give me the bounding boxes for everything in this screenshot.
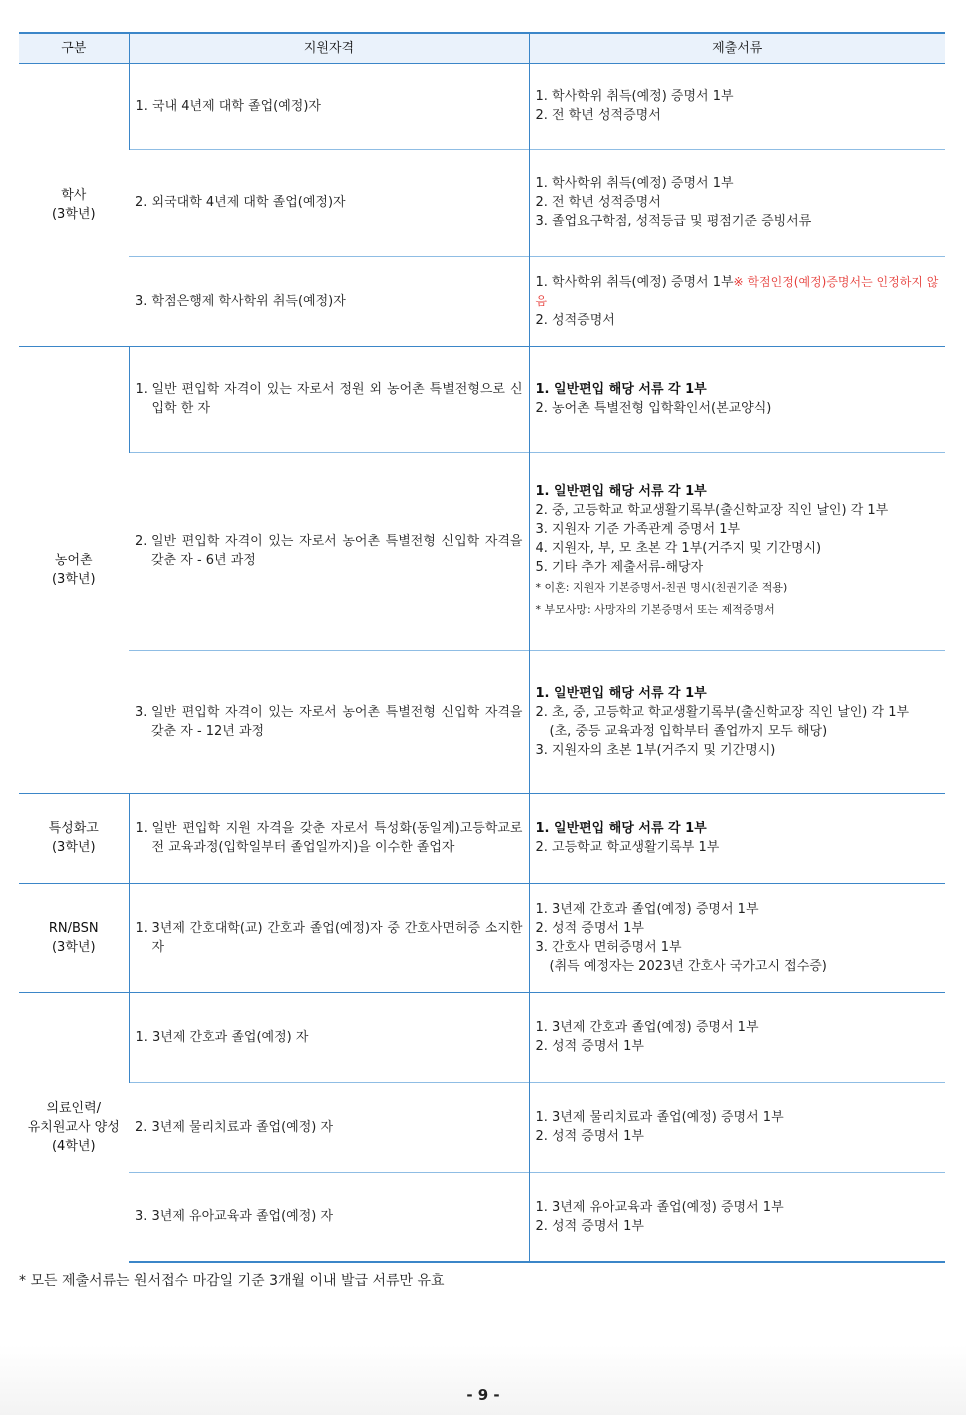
doc-note: * 이혼: 지원자 기본증명서-친권 명시(친권기준 적용): [535, 580, 788, 594]
category-sub: (4학년): [51, 1138, 96, 1154]
table-row: [19, 793, 945, 883]
qualification-text: 3. 3년제 유아교육과 졸업(예정) 자: [135, 1209, 334, 1225]
doc-line: 2. 중, 고등학교 학교생활기록부(출신학교장 직인 날인) 각 1부: [535, 502, 889, 518]
qualification-cell: [129, 992, 529, 1082]
category-sub: (3학년): [51, 840, 96, 855]
category-specialized: [19, 793, 129, 883]
qualification-cell: [129, 1082, 529, 1172]
doc-line: 1. 3년제 간호과 졸업(예정) 증명서 1부: [535, 1020, 759, 1035]
qualification-cell: [129, 883, 529, 992]
documents-cell: [529, 1172, 945, 1262]
doc-line: 2. 성적 증명서 1부: [535, 1129, 644, 1144]
doc-line: 3. 지원자의 초본 1부(거주지 및 기간명시): [535, 742, 776, 758]
header-qualification: 지원자격: [129, 33, 529, 63]
doc-note: * 부모사망: 사망자의 기본증명서 또는 제적증명서: [535, 602, 775, 616]
footnote: * 모든 제출서류는 원서접수 마감일 기준 3개월 이내 발급 서류만 유효: [19, 1273, 445, 1289]
doc-line-bold: 1. 일반편입 해당 서류 각 1부: [535, 685, 707, 701]
category-label: 특성화고: [48, 821, 99, 836]
table-row: [19, 149, 945, 256]
documents-cell: [529, 992, 945, 1082]
doc-line: 2. 성적 증명서 1부: [535, 920, 644, 936]
doc-line: 2. 성적증명서: [535, 312, 615, 328]
doc-line: 3. 지원자 기준 가족관계 증명서 1부: [535, 521, 741, 537]
doc-line: 2. 전 학년 성적증명서: [535, 108, 661, 123]
category-sub: (3학년): [51, 571, 96, 587]
table-row: [19, 346, 945, 452]
header-documents: 제출서류: [529, 33, 945, 63]
documents-cell: [529, 256, 945, 346]
documents-cell: [529, 650, 945, 793]
category-bachelor: [19, 63, 129, 346]
doc-line: 2. 성적 증명서 1부: [535, 1039, 644, 1054]
documents-cell: [529, 346, 945, 452]
doc-line-bold: 1. 일반편입 해당 서류 각 1부: [535, 483, 707, 499]
category-medical: [19, 992, 129, 1262]
doc-line: [536, 273, 940, 311]
qualification-cell: [129, 1172, 529, 1262]
item-number: 1.: [135, 821, 148, 836]
category-sub: (3학년): [51, 939, 96, 955]
table-row: [19, 992, 945, 1082]
doc-line-bold: 1. 일반편입 해당 서류 각 1부: [535, 382, 707, 397]
category-rural: [19, 346, 129, 793]
documents-cell: [529, 452, 945, 650]
header-category: 구분: [19, 33, 129, 63]
item-number: 2.: [135, 534, 148, 549]
item-number: 1.: [135, 382, 148, 397]
table-row: [19, 883, 945, 992]
doc-line: 1. 3년제 간호과 졸업(예정) 증명서 1부: [535, 901, 759, 917]
qualification-text: 1. 3년제 간호과 졸업(예정) 자: [135, 1029, 309, 1045]
table-row: [19, 452, 945, 650]
doc-line: 1. 3년제 유아교육과 졸업(예정) 증명서 1부: [535, 1199, 784, 1215]
doc-line: 3. 졸업요구학점, 성적등급 및 평점기준 증빙서류: [535, 214, 812, 229]
qualification-text: 1. 국내 4년제 대학 졸업(예정)자: [135, 98, 321, 114]
category-label: RN/BSN: [48, 920, 99, 936]
table-row: [19, 256, 945, 346]
qualification-text: 일반 편입학 자격이 있는 자로서 농어촌 특별전형 신입학 자격을 갖춘 자 - 12년 과정: [151, 704, 523, 739]
table-row: [19, 1082, 945, 1172]
item-number: 1.: [135, 920, 148, 936]
qualification-text: 일반 편입학 지원 자격을 갖춘 자로서 특성화(동일계)고등학교로 전 교육과정(입학일부터 졸업일까지)을 이수한 졸업자: [151, 821, 523, 855]
item-number: 3.: [135, 704, 148, 720]
qualification-cell: [129, 149, 529, 256]
page-footer-bar: [0, 1345, 966, 1415]
qualification-text: 일반 편입학 자격이 있는 자로서 정원 외 농어촌 특별전형으로 신입학 한 자: [151, 382, 523, 416]
documents-cell: [529, 883, 945, 992]
qualification-text: 3년제 간호대학(교) 간호과 졸업(예정)자 중 간호사면허증 소지한 자: [151, 920, 523, 955]
qualification-cell: [129, 452, 529, 650]
documents-cell: [529, 63, 945, 149]
doc-line: 3. 간호사 면허증명서 1부: [535, 939, 682, 955]
category-rn-bsn: [19, 883, 129, 992]
doc-line: 1. 학사학위 취득(예정) 증명서 1부: [535, 176, 734, 191]
qualification-text: 2. 3년제 물리치료과 졸업(예정) 자: [135, 1119, 334, 1135]
doc-text: 1. 학사학위 취득(예정) 증명서 1부: [535, 274, 734, 290]
qualification-cell: [129, 256, 529, 346]
doc-line-indented: (초, 중등 교육과정 입학부터 졸업까지 모두 해당): [549, 723, 828, 739]
category-label: 학사: [61, 187, 87, 203]
category-label: 의료인력/: [46, 1100, 102, 1116]
qualification-cell: [129, 346, 529, 452]
doc-line: 2. 초, 중, 고등학교 학교생활기록부(출신학교장 직인 날인) 각 1부: [535, 704, 910, 720]
category-label-2: 유치원교사 양성: [27, 1119, 120, 1135]
documents-cell: [529, 793, 945, 883]
warning-note: ※ 학점인정(예정)증명서는 인정하지 않음: [535, 274, 939, 308]
qualification-text: 3. 학점은행제 학사학위 취득(예정)자: [135, 293, 346, 309]
qualification-cell: [129, 63, 529, 149]
doc-line: 2. 성적 증명서 1부: [535, 1218, 644, 1234]
doc-line: 2. 고등학교 학교생활기록부 1부: [535, 840, 720, 855]
table-header-row: [19, 33, 945, 63]
doc-line: 2. 농어촌 특별전형 입학확인서(본교양식): [535, 401, 772, 416]
category-sub: (3학년): [51, 206, 96, 222]
qualification-text: 일반 편입학 자격이 있는 자로서 농어촌 특별전형 신입학 자격을 갖춘 자 - 6년 과정: [151, 534, 523, 568]
documents-cell: [529, 149, 945, 256]
doc-line: 4. 지원자, 부, 모 초본 각 1부(거주지 및 기간명시): [535, 540, 822, 556]
category-label: 농어촌: [54, 552, 93, 568]
page-number: - 9 -: [466, 1386, 500, 1404]
doc-line-bold: 1. 일반편입 해당 서류 각 1부: [535, 821, 707, 836]
doc-line-indented: (취득 예정자는 2023년 간호사 국가고시 접수증): [549, 958, 827, 974]
requirements-table: [19, 32, 945, 1263]
table-row: [19, 650, 945, 793]
qualification-cell: [129, 650, 529, 793]
doc-line: 1. 학사학위 취득(예정) 증명서 1부: [535, 89, 734, 104]
doc-line: 2. 전 학년 성적증명서: [535, 195, 661, 210]
doc-line: 5. 기타 추가 제출서류-해당자: [535, 559, 704, 575]
table-row: [19, 1172, 945, 1262]
doc-line: 1. 3년제 물리치료과 졸업(예정) 증명서 1부: [535, 1110, 784, 1125]
qualification-cell: [129, 793, 529, 883]
qualification-text: 2. 외국대학 4년제 대학 졸업(예정)자: [135, 195, 346, 210]
table-row: [19, 63, 945, 149]
documents-cell: [529, 1082, 945, 1172]
